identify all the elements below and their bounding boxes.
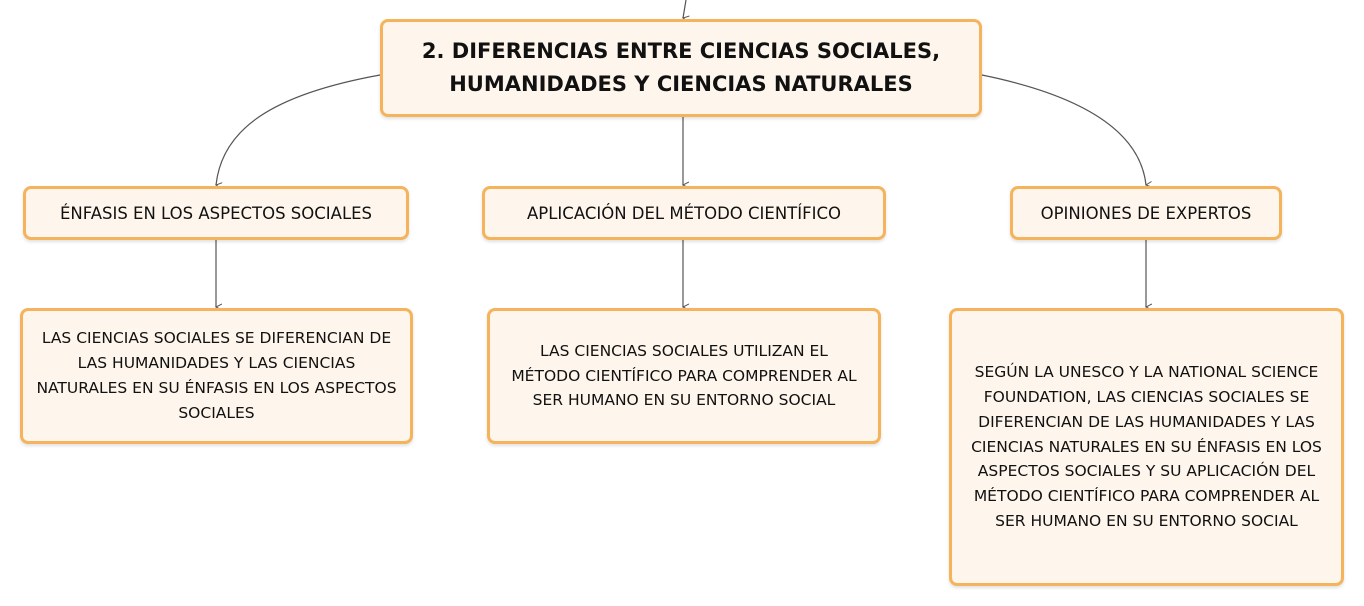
detail-line: MÉTODO CIENTÍFICO PARA COMPRENDER AL [511, 366, 857, 385]
central-topic[interactable] [380, 19, 982, 117]
detail-text [971, 360, 1322, 534]
detail-line: DIFERENCIAN DE LAS HUMANIDADES Y LAS [978, 412, 1315, 431]
connector-root-topic-1 [216, 75, 380, 185]
detail-enfasis-aspectos-sociales[interactable] [20, 308, 413, 444]
detail-text [511, 339, 856, 413]
central-topic-line-2: HUMANIDADES Y CIENCIAS NATURALES [449, 72, 913, 96]
detail-line: NATURALES EN SU ÉNFASIS EN LOS ASPECTOS [36, 379, 397, 397]
detail-opiniones-expertos[interactable] [949, 308, 1344, 586]
topic-opiniones-expertos[interactable] [1010, 186, 1282, 240]
topic-label: ÉNFASIS EN LOS ASPECTOS SOCIALES [59, 203, 373, 223]
incoming-connector [683, 0, 686, 18]
topic-aplicacion-metodo-cientifico[interactable] [482, 186, 886, 240]
connector-root-topic-3 [982, 75, 1146, 185]
topic-label: OPINIONES DE EXPERTOS [1040, 203, 1252, 223]
detail-line: FOUNDATION, LAS CIENCIAS SOCIALES SE [983, 388, 1310, 406]
detail-line: SOCIALES [178, 403, 255, 422]
central-topic-line-1: 2. DIFERENCIAS ENTRE CIENCIAS SOCIALES, [421, 39, 941, 64]
detail-line: MÉTODO CIENTÍFICO PARA COMPRENDER AL [973, 487, 1320, 506]
detail-line: SER HUMANO EN SU ENTORNO SOCIAL [995, 511, 1298, 530]
detail-line: LAS CIENCIAS SOCIALES UTILIZAN EL [540, 341, 828, 360]
detail-line: ASPECTOS SOCIALES Y SU APLICACIÓN DEL [977, 462, 1316, 481]
central-topic-text [422, 35, 940, 100]
detail-line: SEGÚN LA UNESCO Y LA NATIONAL SCIENCE [974, 363, 1319, 382]
detail-text [36, 326, 396, 425]
detail-line: SER HUMANO EN SU ENTORNO SOCIAL [532, 391, 836, 410]
topic-enfasis-aspectos-sociales[interactable] [23, 186, 409, 240]
detail-aplicacion-metodo-cientifico[interactable] [487, 308, 881, 444]
detail-line: LAS CIENCIAS SOCIALES SE DIFERENCIAN DE [41, 329, 392, 348]
topic-label: APLICACIÓN DEL MÉTODO CIENTÍFICO [527, 203, 841, 223]
detail-line: LAS HUMANIDADES Y LAS CIENCIAS [77, 354, 356, 373]
detail-line: CIENCIAS NATURALES EN SU ÉNFASIS EN LOS [971, 437, 1322, 456]
